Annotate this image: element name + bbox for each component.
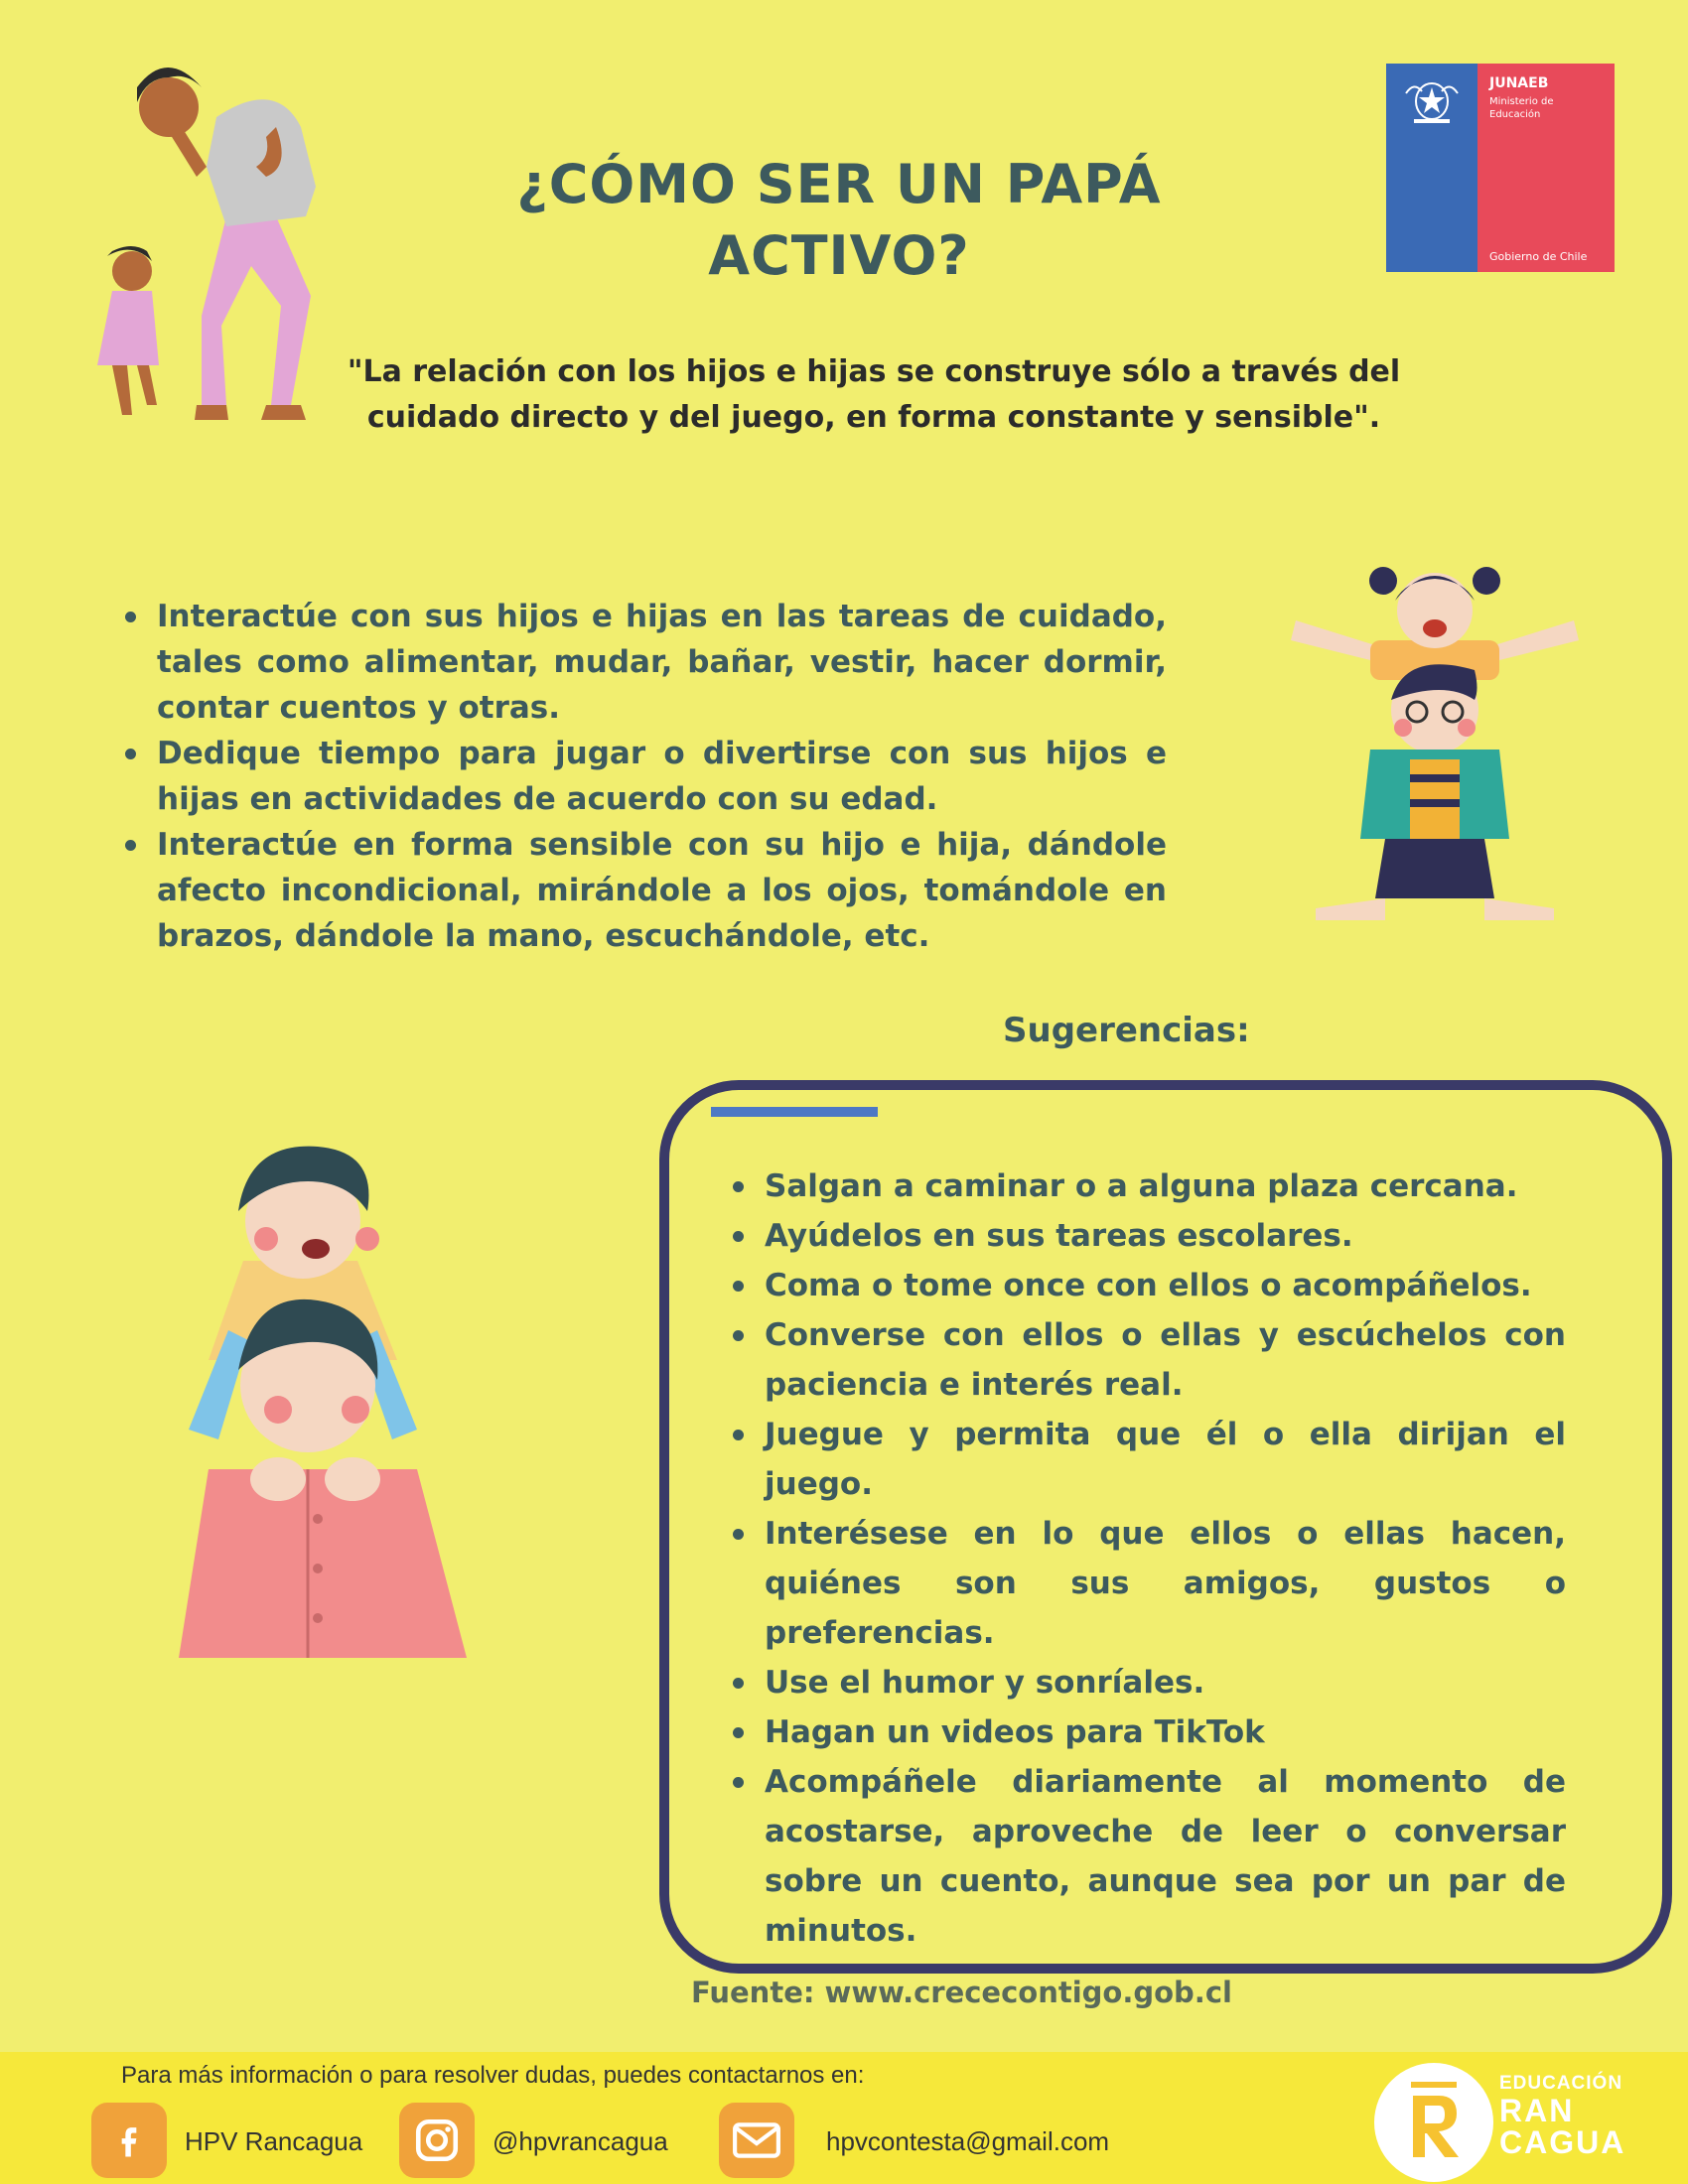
list-item: Use el humor y sonríales.	[727, 1658, 1566, 1707]
brand-line-1: RAN	[1499, 2093, 1575, 2128]
brand-line-2: CAGUA	[1499, 2124, 1626, 2160]
source-text: Fuente: www.crececontigo.gob.cl	[691, 1976, 1232, 2009]
brand-top: EDUCACIÓN	[1499, 2073, 1623, 2094]
suggestions-accent-bar	[711, 1107, 878, 1117]
chile-crest-icon	[1400, 73, 1464, 127]
instagram-icon[interactable]	[399, 2103, 475, 2178]
list-item: Coma o tome once con ellos o acompáñelos.	[727, 1261, 1566, 1310]
footer-intro: Para más información o para resolver dudas, puedes contactarnos en:	[121, 2062, 865, 2089]
list-item: Interésese en lo que ellos o ellas hacen, quiénes son sus amigos, gustos o preferencias.	[727, 1509, 1566, 1658]
list-item: Hagan un videos para TikTok	[727, 1707, 1566, 1757]
list-item: Dedique tiempo para jugar o divertirse con sus hijos e hijas en actividades de acuerdo con su edad.	[119, 731, 1167, 822]
kids-piggyback-illustration	[1276, 551, 1594, 938]
mail-icon[interactable]	[719, 2103, 794, 2178]
list-item: Ayúdelos en sus tareas escolares.	[727, 1211, 1566, 1261]
list-item: Acompáñele diariamente al momento de acostarse, aproveche de leer o conversar sobre un cuento, aunque sea por un par de minutos.	[727, 1757, 1566, 1956]
main-bullet-list	[119, 594, 1167, 959]
page-title	[427, 149, 1251, 292]
rancagua-brand	[1499, 2073, 1625, 2158]
logo-gov: Gobierno de Chile	[1489, 250, 1588, 263]
list-item: Interactúe con sus hijos e hijas en las tareas de cuidado, tales como alimentar, mudar, bañar, vestir, hacer dormir, contar cuentos y otras.	[119, 594, 1167, 731]
logo-org: JUNAEB	[1489, 75, 1549, 91]
list-item: Converse con ellos o ellas y escúchelos con paciencia e interés real.	[727, 1310, 1566, 1410]
title-line-1: ¿CÓMO SER UN PAPÁ	[516, 153, 1162, 215]
title-line-2: ACTIVO?	[708, 224, 970, 287]
list-item: Salgan a caminar o a alguna plaza cercana.	[727, 1161, 1566, 1211]
quote-line-2: cuidado directo y del juego, en forma constante y sensible".	[366, 400, 1381, 435]
father-shoulders-illustration	[169, 1122, 506, 1678]
facebook-label[interactable]: HPV Rancagua	[185, 2126, 363, 2156]
father-toddler-illustration	[77, 48, 355, 435]
email-label[interactable]: hpvcontesta@gmail.com	[826, 2126, 1110, 2156]
list-item: Interactúe en forma sensible con su hijo e hija, dándole afecto incondicional, mirándole a los ojos, tomándole en brazos, dándole la mano, escuchándole, etc.	[119, 822, 1167, 959]
logo-ministry: Ministerio de Educación	[1489, 96, 1554, 120]
list-item: Juegue y permita que él o ella dirijan el juego.	[727, 1410, 1566, 1509]
quote-line-1: "La relación con los hijos e hijas se construye sólo a través del	[347, 354, 1401, 389]
junaeb-logo	[1386, 64, 1615, 272]
rancagua-logo-icon	[1374, 2063, 1493, 2182]
instagram-label[interactable]: @hpvrancagua	[492, 2126, 668, 2156]
suggestions-list	[727, 1161, 1566, 1956]
suggestions-title: Sugerencias:	[1003, 1011, 1250, 1050]
facebook-icon[interactable]	[91, 2103, 167, 2178]
quote	[318, 349, 1430, 441]
